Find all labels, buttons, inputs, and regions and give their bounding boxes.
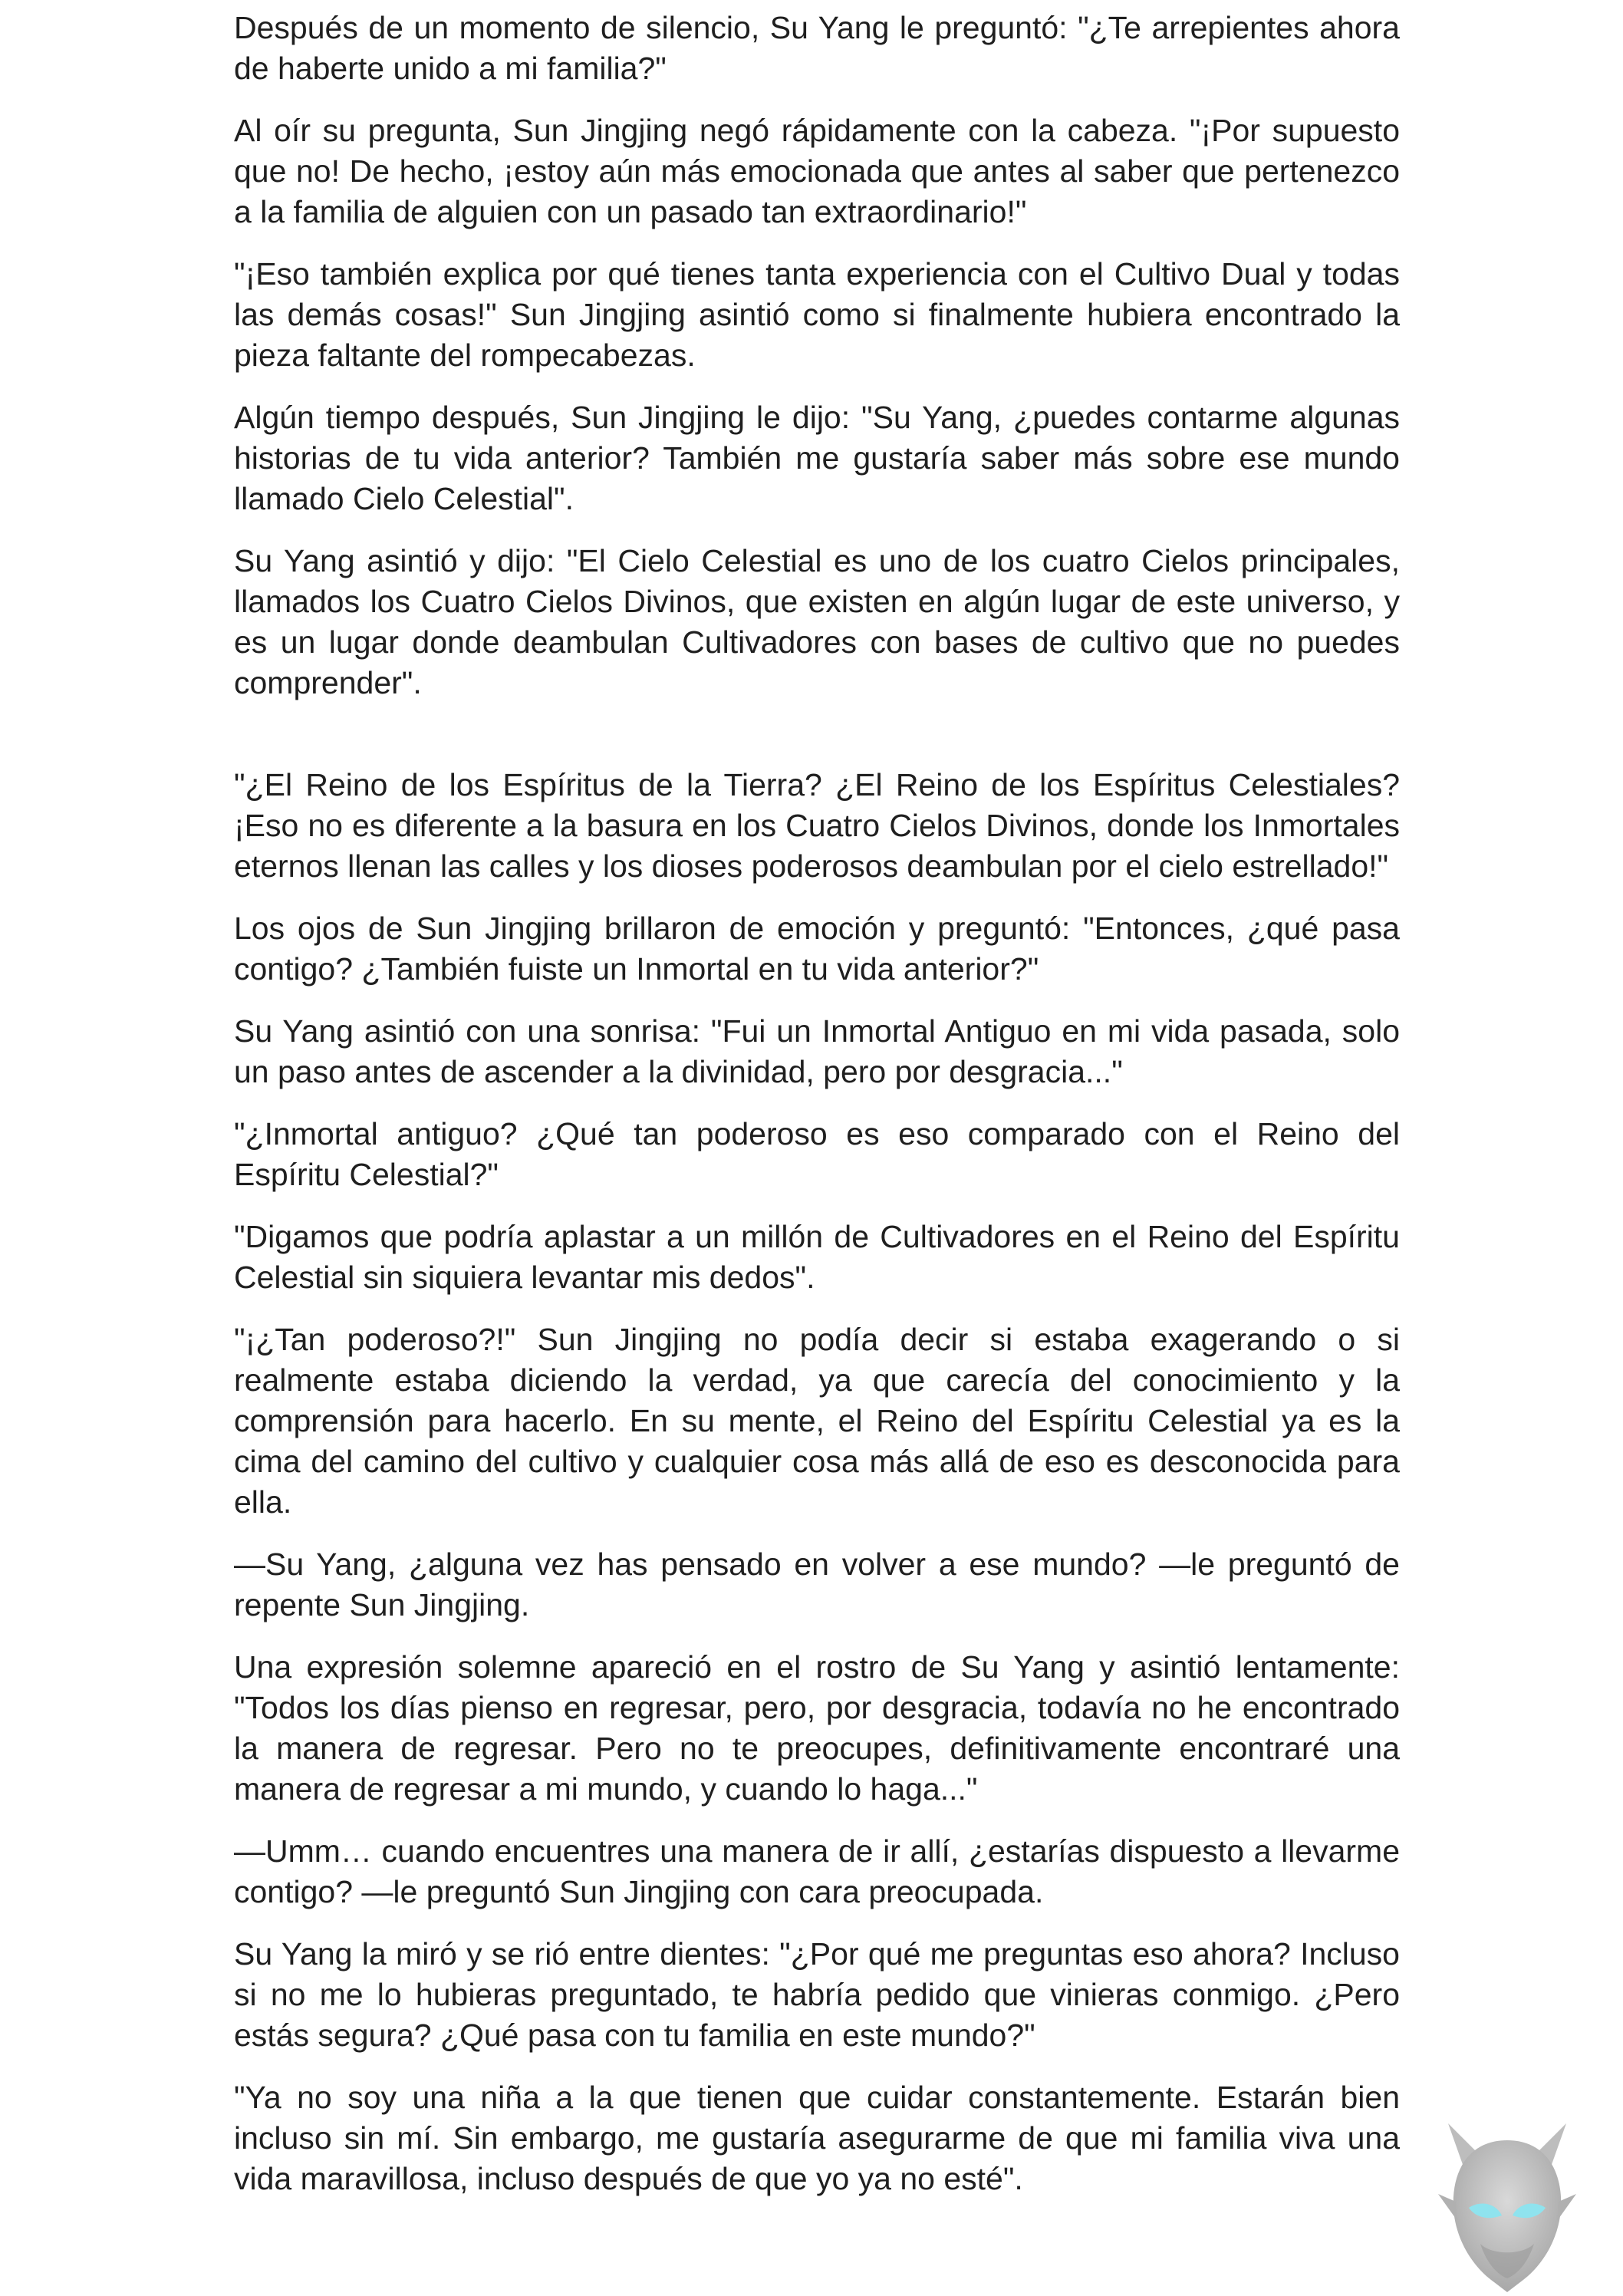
paragraph: Al oír su pregunta, Sun Jingjing negó rápidamente con la cabeza. "¡Por supuesto que no! De hecho, ¡estoy aún más emocionada que antes al saber que pertenezco a la familia de alguien con un pasado tan extraordinario!" bbox=[234, 113, 1400, 229]
paragraph: Su Yang asintió con una sonrisa: "Fui un Inmortal Antiguo en mi vida pasada, solo un paso antes de ascender a la divinidad, pero por desgracia..." bbox=[234, 1013, 1400, 1089]
paragraph: —Umm… cuando encuentres una manera de ir allí, ¿estarías dispuesto a llevarme contigo? —le preguntó Sun Jingjing con cara preocupada. bbox=[234, 1833, 1400, 1909]
document-page bbox=[234, 8, 1400, 2221]
demon-head-icon bbox=[1434, 2117, 1580, 2294]
paragraph: "¡¿Tan poderoso?!" Sun Jingjing no podía decir si estaba exagerando o si realmente estaba diciendo la verdad, ya que carecía del conocimiento y la comprensión para hacerlo. En su mente, el Reino del Espíritu Celestial ya es la cima del camino del cultivo y cualquier cosa más allá de eso es desconocida para ella. bbox=[234, 1322, 1400, 1520]
paragraph: "¡Eso también explica por qué tienes tanta experiencia con el Cultivo Dual y todas las demás cosas!" Sun Jingjing asintió como si finalmente hubiera encontrado la pieza faltante del rompecabezas. bbox=[234, 256, 1400, 373]
paragraph: "¿Inmortal antiguo? ¿Qué tan poderoso es eso comparado con el Reino del Espíritu Celestial?" bbox=[234, 1116, 1400, 1192]
paragraph: Su Yang la miró y se rió entre dientes: "¿Por qué me preguntas eso ahora? Incluso si no me lo hubieras preguntado, te habría pedido que vinieras conmigo. ¿Pero estás segura? ¿Qué pasa con tu familia en este mundo?" bbox=[234, 1936, 1400, 2053]
paragraph: —Su Yang, ¿alguna vez has pensado en volver a ese mundo? —le preguntó de repente Sun Jingjing. bbox=[234, 1547, 1400, 1622]
paragraph: "¿El Reino de los Espíritus de la Tierra? ¿El Reino de los Espíritus Celestiales? ¡Eso no es diferente a la basura en los Cuatro Cielos Divinos, donde los Inmortales eternos llenan las calles y los dioses poderosos deambulan por el cielo estrellado!" bbox=[234, 767, 1400, 884]
paragraph: Algún tiempo después, Sun Jingjing le dijo: "Su Yang, ¿puedes contarme algunas historias de tu vida anterior? También me gustaría saber más sobre ese mundo llamado Cielo Celestial". bbox=[234, 400, 1400, 516]
paragraph: Una expresión solemne apareció en el rostro de Su Yang y asintió lentamente: "Todos los días pienso en regresar, pero, por desgracia, todavía no he encontrado la manera de regresar. Pero no te preocupes, definitivamente encontraré una manera de regresar a mi mundo, y cuando lo haga..." bbox=[234, 1649, 1400, 1807]
paragraph: "Ya no soy una niña a la que tienen que cuidar constantemente. Estarán bien incluso sin mí. Sin embargo, me gustaría asegurarme de que mi familia viva una vida maravillosa, incluso después de que yo ya no esté". bbox=[234, 2080, 1400, 2196]
paragraph: Los ojos de Sun Jingjing brillaron de emoción y preguntó: "Entonces, ¿qué pasa contigo? ¿También fuiste un Inmortal en tu vida anterior?" bbox=[234, 911, 1400, 987]
paragraph: Su Yang asintió y dijo: "El Cielo Celestial es uno de los cuatro Cielos principales, llamados los Cuatro Cielos Divinos, que existen en algún lugar de este universo, y es un lugar donde deambulan Cultivadores con bases de cultivo que no puedes comprender". bbox=[234, 543, 1400, 700]
paragraph: "Digamos que podría aplastar a un millón de Cultivadores en el Reino del Espíritu Celestial sin siquiera levantar mis dedos". bbox=[234, 1219, 1400, 1295]
paragraph: Después de un momento de silencio, Su Yang le preguntó: "¿Te arrepientes ahora de haberte unido a mi familia?" bbox=[234, 10, 1400, 86]
